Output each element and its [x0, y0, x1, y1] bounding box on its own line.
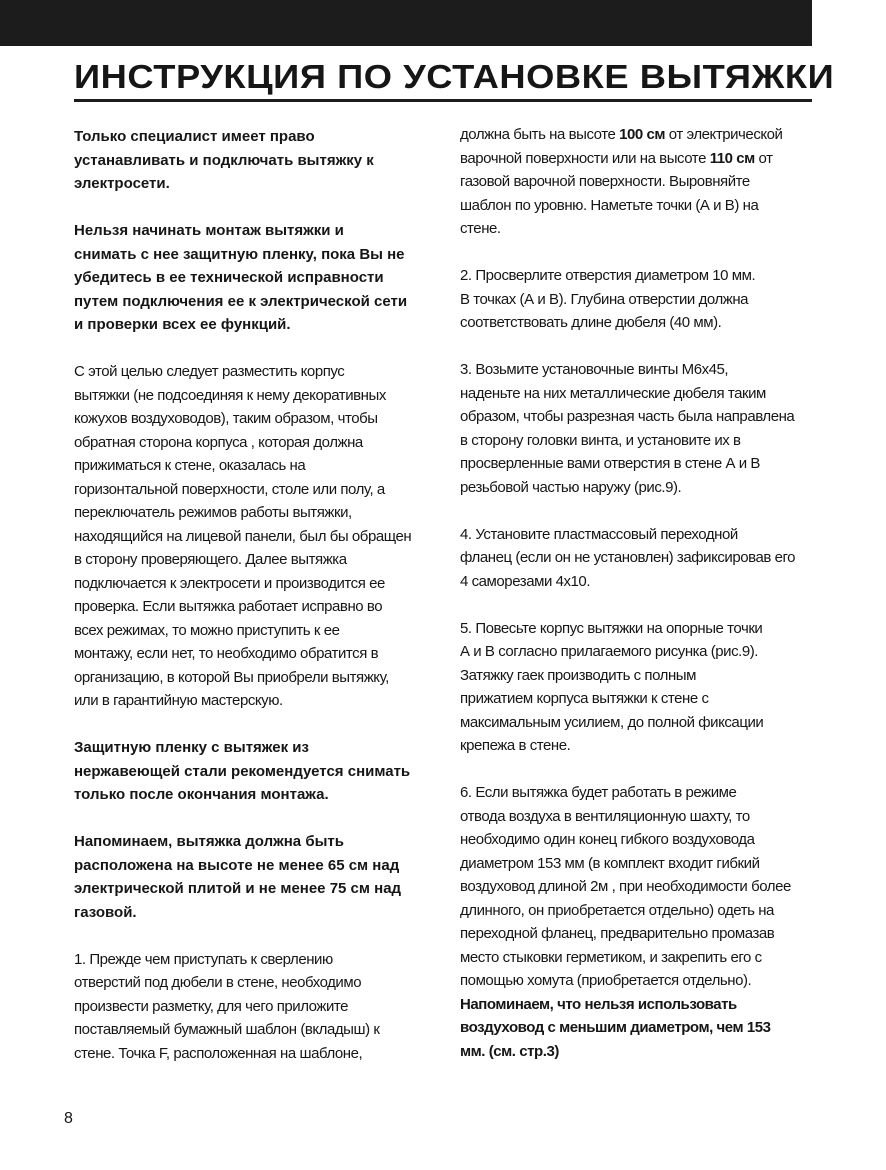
- page-number: 8: [64, 1110, 73, 1127]
- right-paragraph-3: 3. Возьмите установочные винты М6х45, наденьте на них металлические дюбеля таким образом, чтобы разрезная часть была направлена в сторону головки винта, и установите их в просверленные вами отверстия в стене А и В резьбовой частью наружу (рис.9).: [460, 361, 795, 496]
- paragraph-spacer: [74, 924, 430, 948]
- paragraph-spacer: [74, 337, 430, 361]
- header-bar: [0, 0, 812, 46]
- paragraph-spacer: [460, 758, 814, 782]
- height-highlight: 110 см: [709, 149, 755, 167]
- paragraph-spacer: [74, 196, 430, 220]
- right-paragraph-6: 6. Если вытяжка будет работать в режиме отвода воздуха в вентиляционную шахту, то необходимо один конец гибкого воздуховода диаметром 153 мм (в комплект входит гибкий воздуховод длиной 2м , при необходимости более длинного, он приобретается отдельно) одеть на переходной фланец, предварительно промазав место стыковки герметиком, и закрепить его с помощью хомута (приобретается отдельно).: [460, 784, 791, 989]
- left-column: [74, 125, 430, 1065]
- paragraph-spacer: [460, 335, 814, 359]
- paragraph-text: от электрической варочной поверхности или на высоте: [460, 126, 783, 167]
- right-paragraph-4: 4. Установите пластмассовый переходной фланец (если он не установлен) зафиксировав его 4 саморезами 4х10.: [460, 525, 796, 590]
- left-paragraph-6: 1. Прежде чем приступать к сверлению отверстий под дюбели в стене, необходимо произвести разметку, для чего приложите поставляемый бумажный шаблон (вкладыш) к стене. Точка F, расположенная на шаблоне,: [74, 950, 380, 1062]
- paragraph-spacer: [74, 807, 430, 831]
- right-paragraph-1: [460, 123, 814, 241]
- paragraph-spacer: [460, 499, 814, 523]
- left-paragraph-1: Только специалист имеет право устанавливать и подключать вытяжку к электросети.: [74, 128, 374, 192]
- left-paragraph-2: Нельзя начинать монтаж вытяжки и снимать с нее защитную пленку, пока Вы не убедитесь в ее технической исправности путем подключения ее к электрической сети и проверки всех ее функций.: [74, 222, 408, 333]
- paragraph-text: должна быть на высоте: [460, 126, 620, 143]
- right-paragraph-2: 2. Просверлите отверстия диаметром 10 мм. В точках (А и В). Глубина отверстии должна соответствовать длине дюбеля (40 мм).: [460, 267, 756, 331]
- paragraph-spacer: [74, 713, 430, 737]
- paragraph-spacer: [460, 241, 814, 265]
- right-paragraph-7: Напоминаем, что нельзя использовать воздуховод с меньшим диаметром, чем 153 мм. (см. стр.3): [460, 995, 771, 1060]
- left-paragraph-3: С этой целью следует разместить корпус вытяжки (не подсоединяя к нему декоративных кожухов воздуховодов), таким образом, чтобы обратная сторона корпуса , которая должна прижиматься к стене, оказалась на горизонтальной поверхности, столе или полу, а переключатель режимов работы вытяжки, находящийся на лицевой панели, был бы обращен в сторону проверяющего. Далее вытяжка подключается к электросети и производится ее проверка. Если вытяжка работает исправно во всех режимах, то можно приступить к ее монтажу, если нет, то необходимо обратится в организацию, в которой Вы приобрели вытяжку, или в гарантийную мастерскую.: [74, 363, 412, 709]
- page-title: ИНСТРУКЦИЯ ПО УСТАНОВКЕ ВЫТЯЖКИ: [74, 58, 835, 95]
- left-paragraph-5: Напоминаем, вытяжка должна быть расположена на высоте не менее 65 см над электрической плитой и не менее 75 см над газовой.: [74, 833, 402, 921]
- height-highlight: 100 см: [619, 126, 666, 143]
- paragraph-text: от газовой варочной поверхности. Выровняйте шаблон по уровню. Наметьте точки (А и В) на стене.: [460, 149, 773, 237]
- paragraph-spacer: [460, 593, 814, 617]
- right-column: [460, 123, 814, 1063]
- left-paragraph-4: Защитную пленку с вытяжек из нержавеющей стали рекомендуется снимать только после окончания монтажа.: [74, 739, 411, 803]
- title-divider: [74, 99, 812, 102]
- right-paragraph-5: 5. Повесьте корпус вытяжки на опорные точки А и В согласно прилагаемого рисунка (рис.9). Затяжку гаек производить с полным прижатием корпуса вытяжки к стене с максимальным усилием, до полной фиксации крепежа в стене.: [460, 619, 764, 754]
